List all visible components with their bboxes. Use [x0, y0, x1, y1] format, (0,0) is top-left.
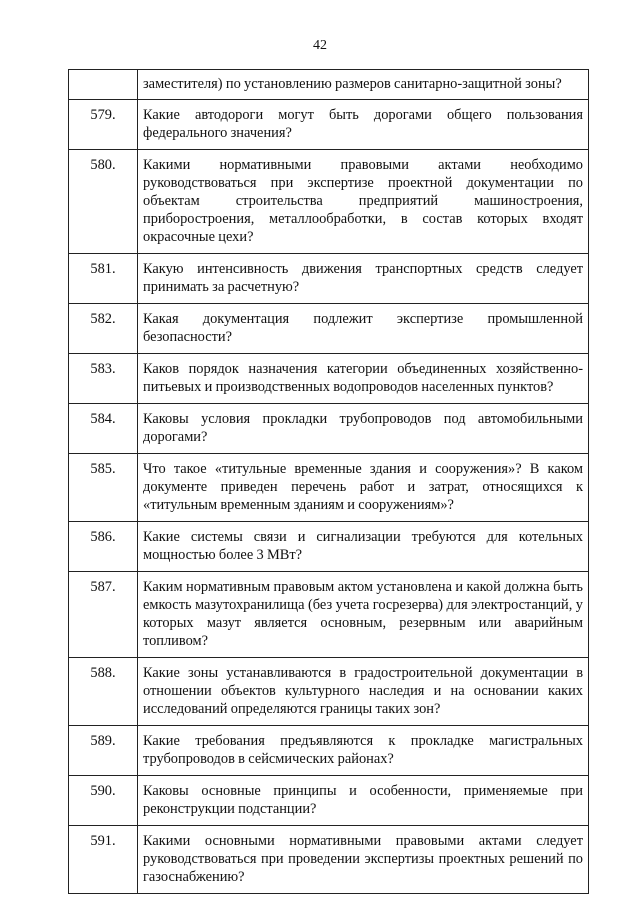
table-row — [69, 826, 589, 894]
question-text: Какие зоны устанавливаются в градостроительной документации в отношении объектов культурного наследия и на основании каких исследований определяются границы таких зон? — [138, 658, 589, 726]
questions-table — [68, 69, 589, 894]
question-number: 579. — [69, 100, 138, 150]
table-row — [69, 354, 589, 404]
question-number: 581. — [69, 254, 138, 304]
question-number: 590. — [69, 776, 138, 826]
question-text: Каков порядок назначения категории объединенных хозяйственно-питьевых и производственных водопроводов населенных пунктов? — [138, 354, 589, 404]
question-number: 588. — [69, 658, 138, 726]
question-number: 583. — [69, 354, 138, 404]
question-number: 591. — [69, 826, 138, 894]
question-number: 582. — [69, 304, 138, 354]
question-number: 586. — [69, 522, 138, 572]
table-row — [69, 150, 589, 254]
table-row — [69, 254, 589, 304]
question-number — [69, 70, 138, 100]
question-text: Какие требования предъявляются к прокладке магистральных трубопроводов в сейсмических районах? — [138, 726, 589, 776]
question-number: 587. — [69, 572, 138, 658]
table-row — [69, 454, 589, 522]
question-text: Какими основными нормативными правовыми актами следует руководствоваться при проведении экспертизы проектных решений по газоснабжению? — [138, 826, 589, 894]
question-text: Каким нормативным правовым актом установлена и какой должна быть емкость мазутохранилища (без учета госрезерва) для электростанций, у которых мазут является основным, резервным или аварийным топливом? — [138, 572, 589, 658]
question-text: Каковы основные принципы и особенности, применяемые при реконструкции подстанции? — [138, 776, 589, 826]
question-number: 584. — [69, 404, 138, 454]
question-text: Какие системы связи и сигнализации требуются для котельных мощностью более 3 МВт? — [138, 522, 589, 572]
question-text: Каковы условия прокладки трубопроводов под автомобильными дорогами? — [138, 404, 589, 454]
table-row — [69, 776, 589, 826]
question-text: Какими нормативными правовыми актами необходимо руководствоваться при экспертизе проектной документации по объектам строительства предприятий машиностроения, приборостроения, металлообработки, в состав которых входят окрасочные цехи? — [138, 150, 589, 254]
table-row — [69, 726, 589, 776]
table-row — [69, 100, 589, 150]
question-text: Какую интенсивность движения транспортных средств следует принимать за расчетную? — [138, 254, 589, 304]
question-number: 580. — [69, 150, 138, 254]
table-row — [69, 404, 589, 454]
page-number: 42 — [313, 38, 327, 53]
question-number: 589. — [69, 726, 138, 776]
table-row — [69, 572, 589, 658]
table-row — [69, 304, 589, 354]
questions-table-body — [69, 70, 589, 894]
table-row — [69, 658, 589, 726]
question-text: заместителя) по установлению размеров санитарно-защитной зоны? — [138, 70, 589, 100]
question-text: Какие автодороги могут быть дорогами общего пользования федерального значения? — [138, 100, 589, 150]
question-number: 585. — [69, 454, 138, 522]
question-text: Какая документация подлежит экспертизе промышленной безопасности? — [138, 304, 589, 354]
question-text: Что такое «титульные временные здания и сооружения»? В каком документе приведен перечень работ и затрат, относящихся к «титульным временным зданиям и сооружениям»? — [138, 454, 589, 522]
table-row — [69, 522, 589, 572]
table-row-continuation — [69, 70, 589, 100]
